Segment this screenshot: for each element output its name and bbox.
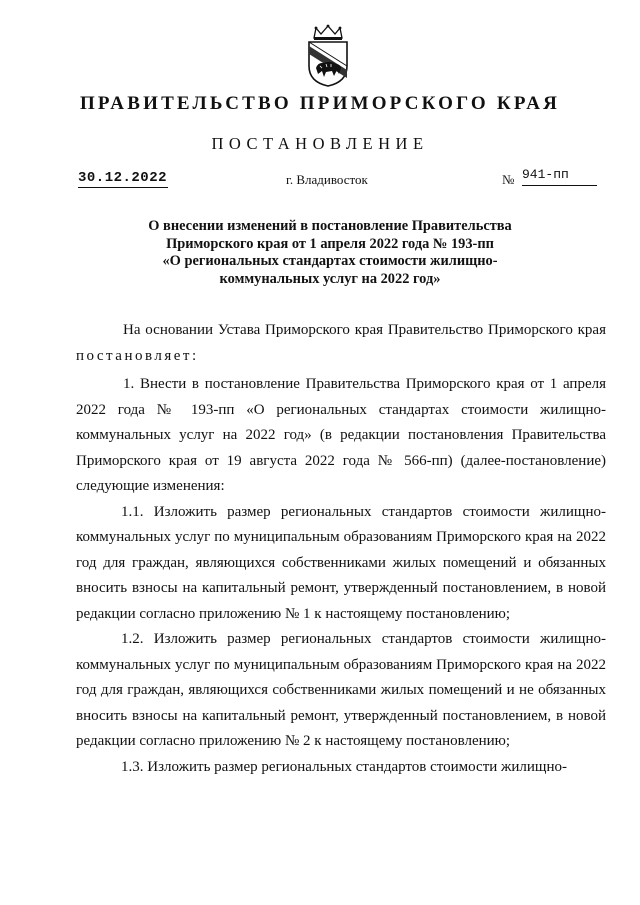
document-date: 30.12.2022 [78, 170, 168, 186]
paragraph-1-3: 1.3. Изложить размер региональных стандартов стоимости жилищно- [121, 758, 568, 775]
document-type: ПОСТАНОВЛЕНИЕ [211, 134, 429, 153]
paragraph-1: 1. Внести в постановление Правительства Приморского края от 1 апреля 2022 года № 193-пп «О региональных стандартах стоимости жилищно-коммунальных услуг на 2022 год» (в редакции постановления Правительства Приморского края от 19 августа 2022 года № 566-пп) (далее-постановление) следующие изменения: [76, 376, 606, 494]
heading-line: О внесении изменений в постановление Правительства [148, 218, 512, 234]
document-number: 941-пп [522, 167, 597, 186]
document-number-label: № [502, 172, 515, 187]
heading-line: Приморского края от 1 апреля 2022 года № 193-пп [166, 235, 494, 252]
intro-text: На основании Устава Приморского края Правительство Приморского края [123, 322, 606, 338]
paragraph-1-2: 1.2. Изложить размер региональных стандартов стоимости жилищно-коммунальных услуг по муниципальным образованиям Приморского края на 2022 год для граждан, являющихся собственниками жилых помещений и не обязанных вносить взносы на капитальный ремонт, утвержденный постановлением, в новой редакции согласно приложению № 2 к настоящему постановлению; [76, 631, 606, 749]
heading-line: «О региональных стандартах стоимости жилищно- [162, 253, 498, 269]
heading-line: коммунальных услуг на 2022 год» [219, 270, 441, 287]
organization-title: ПРАВИТЕЛЬСТВО ПРИМОРСКОГО КРАЯ [79, 93, 561, 114]
resolves-word: постановляет [76, 347, 192, 364]
paragraph-1-1: 1.1. Изложить размер региональных стандартов стоимости жилищно-коммунальных услуг по муниципальным образованиям Приморского края на 2022 год для граждан, являющихся собственниками жилых помещений и обязанных вносить взносы на капитальный ремонт, утвержденный постановлением, в новой редакции согласно приложению № 1 к настоящему постановлению; [76, 503, 606, 622]
document-heading [100, 218, 560, 288]
intro-paragraph [76, 318, 606, 369]
intro-colon: : [191, 347, 197, 364]
coat-of-arms-emblem [306, 24, 350, 88]
document-body [76, 318, 606, 780]
document-city: г. Владивосток [286, 172, 368, 187]
